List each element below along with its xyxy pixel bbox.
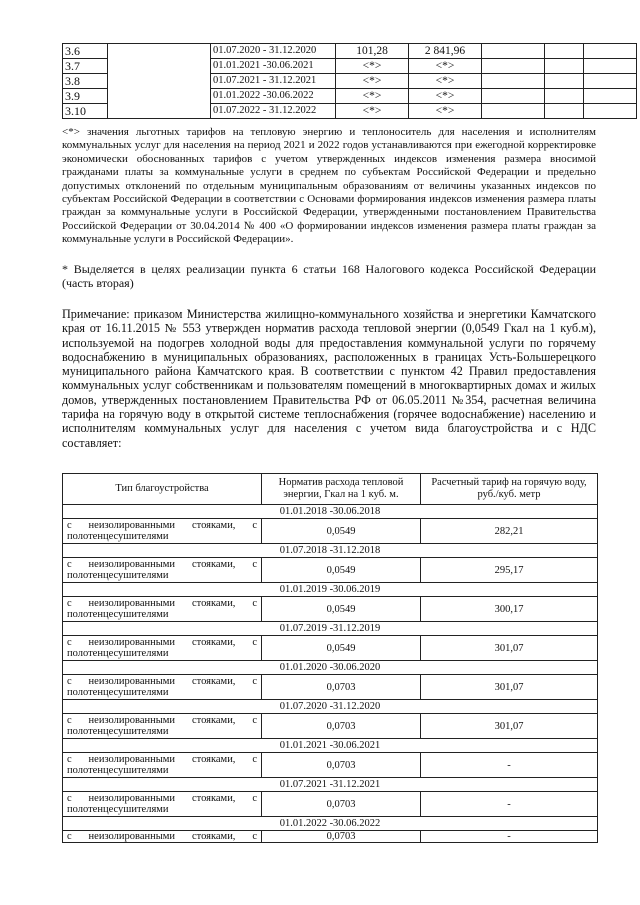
value-cell: <*> [336, 74, 409, 89]
period-label: 01.01.2020 -30.06.2020 [63, 661, 598, 675]
header-tariff: Расчетный тариф на горячую воду, руб./куб. метр [421, 474, 598, 505]
value-cell: <*> [336, 89, 409, 104]
period-row [63, 583, 598, 597]
empty-cell [482, 74, 545, 89]
period-label: 01.01.2019 -30.06.2019 [63, 583, 598, 597]
period-row [63, 739, 598, 753]
tariff-cell: 282,21 [421, 519, 598, 544]
type-line-2: полотенцесушителями [67, 648, 169, 659]
improvement-type-cell [63, 636, 262, 661]
tariff-cell: 300,17 [421, 597, 598, 622]
header-norm: Норматив расхода тепловой энергии, Гкал на 1 куб. м. [262, 474, 421, 505]
type-line-2: полотенцесушителями [67, 531, 169, 542]
value-cell: <*> [336, 59, 409, 74]
table-row [63, 44, 637, 59]
empty-cell [545, 59, 584, 74]
empty-cell [584, 104, 637, 119]
period-row [63, 817, 598, 831]
tariff-cell: - [421, 831, 598, 843]
tariff-cell: - [421, 753, 598, 778]
improvement-type-cell [63, 714, 262, 739]
value-cell: <*> [409, 74, 482, 89]
value-cell: 2 841,96 [409, 44, 482, 59]
value-cell: <*> [409, 89, 482, 104]
row-number: 3.10 [63, 104, 108, 119]
row-number: 3.8 [63, 74, 108, 89]
vat-footnote: * Выделяется в целях реализации пункта 6 статьи 168 Налогового кодекса Российской Федерации (часть вторая) [62, 262, 596, 290]
type-line-1: с неизолированными стояками, с [67, 676, 257, 687]
period-label: 01.07.2020 -31.12.2020 [63, 700, 598, 714]
norm-cell: 0,0549 [262, 636, 421, 661]
table-row [63, 519, 598, 544]
table-row [63, 636, 598, 661]
period-cell: 01.01.2021 -30.06.2021 [211, 59, 336, 74]
type-line-1: с неизолированными стояками, с [67, 715, 257, 726]
empty-cell [482, 104, 545, 119]
improvement-type-cell [63, 831, 262, 843]
norm-cell: 0,0703 [262, 792, 421, 817]
empty-cell [584, 89, 637, 104]
period-row [63, 505, 598, 519]
period-cell: 01.07.2022 - 31.12.2022 [211, 104, 336, 119]
norm-cell: 0,0703 [262, 831, 421, 843]
merged-cell [108, 44, 211, 119]
empty-cell [482, 89, 545, 104]
norm-cell: 0,0549 [262, 558, 421, 583]
tariff-table-top [62, 43, 637, 119]
value-cell: 101,28 [336, 44, 409, 59]
type-line-2: полотенцесушителями [67, 765, 169, 776]
period-row [63, 661, 598, 675]
type-line-1: с неизолированными стояками, с [67, 831, 257, 842]
tariff-cell: 301,07 [421, 714, 598, 739]
row-number: 3.6 [63, 44, 108, 59]
table-row [63, 792, 598, 817]
type-line-1: с неизолированными стояками, с [67, 754, 257, 765]
type-line-1: с неизолированными стояками, с [67, 559, 257, 570]
period-row [63, 622, 598, 636]
empty-cell [482, 44, 545, 59]
period-row [63, 544, 598, 558]
empty-cell [482, 59, 545, 74]
norm-cell: 0,0549 [262, 519, 421, 544]
table-row [63, 753, 598, 778]
note-paragraph: Примечание: приказом Министерства жилищно-коммунального хозяйства и энергетики Камчатского края от 16.11.2015 № 553 утвержден норматив расхода тепловой энергии (0,0549 Гкал на 1 куб.м), используемой на подогрев холодной воды для предоставления коммунальной услуги по горячему водоснабжению в муниципальных образованиях, расположенных в границах Усть-Большерецкого муниципального района Камчатского края. В соответствии с пунктом 42 Правил предоставления коммунальных услуг собственникам и пользователям помещений в многоквартирных домах и жилых домов, утвержденных постановлением Правительства РФ от 06.05.2011 №354, расчетная величина тарифа на горячую воду в открытой системе теплоснабжения (горячее водоснабжение) населению и исполнителям коммунальных услуг для населения с учетом вида благоустройства и с НДС составляет: [62, 307, 596, 450]
type-line-2: полотенцесушителями [67, 687, 169, 698]
header-type: Тип благоустройства [63, 474, 262, 505]
empty-cell [545, 74, 584, 89]
norm-cell: 0,0703 [262, 753, 421, 778]
empty-cell [545, 89, 584, 104]
period-row [63, 778, 598, 792]
period-cell: 01.07.2020 - 31.12.2020 [211, 44, 336, 59]
period-label: 01.07.2021 -31.12.2021 [63, 778, 598, 792]
value-cell: <*> [336, 104, 409, 119]
type-line-1: с неизолированными стояками, с [67, 520, 257, 531]
hot-water-tariff-table [62, 473, 598, 843]
period-label: 01.07.2018 -31.12.2018 [63, 544, 598, 558]
type-line-2: полотенцесушителями [67, 804, 169, 815]
norm-cell: 0,0703 [262, 714, 421, 739]
tariff-cell: 301,07 [421, 675, 598, 700]
empty-cell [584, 44, 637, 59]
row-number: 3.9 [63, 89, 108, 104]
period-label: 01.01.2021 -30.06.2021 [63, 739, 598, 753]
improvement-type-cell [63, 558, 262, 583]
table-row [63, 675, 598, 700]
table-row [63, 558, 598, 583]
improvement-type-cell [63, 519, 262, 544]
empty-cell [545, 44, 584, 59]
tariff-cell: - [421, 792, 598, 817]
period-label: 01.01.2018 -30.06.2018 [63, 505, 598, 519]
type-line-1: с неизолированными стояками, с [67, 637, 257, 648]
period-label: 01.01.2022 -30.06.2022 [63, 817, 598, 831]
norm-cell: 0,0703 [262, 675, 421, 700]
type-line-1: с неизолированными стояками, с [67, 793, 257, 804]
improvement-type-cell [63, 753, 262, 778]
empty-cell [584, 59, 637, 74]
table-row [63, 831, 598, 843]
type-line-2: полотенцесушителями [67, 570, 169, 581]
improvement-type-cell [63, 675, 262, 700]
improvement-type-cell [63, 792, 262, 817]
type-line-1: с неизолированными стояками, с [67, 598, 257, 609]
table-header-row [63, 474, 598, 505]
footnote-paragraph: <*> значения льготных тарифов на тепловую энергию и теплоноситель для населения и исполнителям коммунальных услуг для населения на период 2021 и 2022 годов устанавливаются при ежегодной корректировке экономически обоснованных тарифов с учетом утвержденных индексов изменения размера вносимой гражданами платы за коммунальные услуги в среднем по субъектам Российской Федерации и предельно допустимых отклонений по отдельным муниципальным образованиям от величины указанных индексов по субъектам Российской Федерации в соответствии с Основами формирования индексов изменения размера платы граждан за коммунальные услуги в Российской Федерации, утвержденными постановлением Правительства Российской Федерации от 30.04.2014 № 400 «О формировании индексов изменения размера платы граждан за коммунальные услуги в Российской Федерации». [62, 126, 596, 246]
empty-cell [545, 104, 584, 119]
row-number: 3.7 [63, 59, 108, 74]
tariff-cell: 295,17 [421, 558, 598, 583]
norm-cell: 0,0549 [262, 597, 421, 622]
empty-cell [584, 74, 637, 89]
value-cell: <*> [409, 104, 482, 119]
period-cell: 01.07.2021 - 31.12.2021 [211, 74, 336, 89]
type-line-2: полотенцесушителями [67, 726, 169, 737]
improvement-type-cell [63, 597, 262, 622]
period-label: 01.07.2019 -31.12.2019 [63, 622, 598, 636]
table-row [63, 597, 598, 622]
tariff-cell: 301,07 [421, 636, 598, 661]
period-cell: 01.01.2022 -30.06.2022 [211, 89, 336, 104]
type-line-2: полотенцесушителями [67, 609, 169, 620]
table-row [63, 714, 598, 739]
period-row [63, 700, 598, 714]
value-cell: <*> [409, 59, 482, 74]
